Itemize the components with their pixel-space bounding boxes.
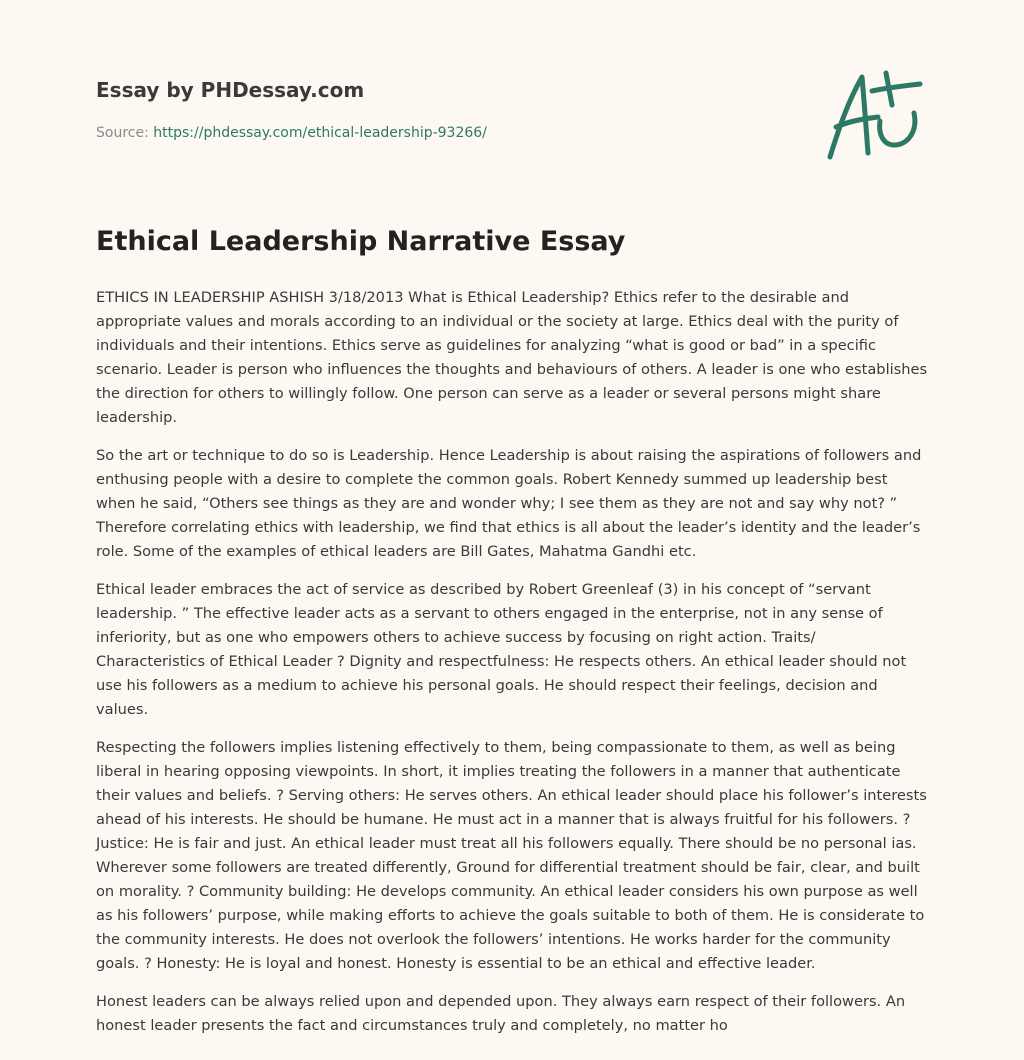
essay-paragraph: Respecting the followers implies listening effectively to them, being compassionate to them, as well as being liberal in hearing opposing viewpoints. In short, it implies treating the followers in a manner that authenticate their values and beliefs. ? Serving others: He serves others. An ethical leader should place his follower’s interests ahead of his interests. He should be humane. He must act in a manner that is always fruitful for his followers. ? Justice: He is fair and just. An ethical leader must treat all his followers equally. There should be no personal ias. Wherever some followers are treated differently, Ground for differential treatment should be fair, clear, and built on morality. ? Community building: He develops community. An ethical leader considers his own purpose as well as his followers’ purpose, while making efforts to achieve the goals suitable to both of them. He is considerate to the community interests. He does not overlook the followers’ intentions. He works harder for the community goals. ? Honesty: He is loyal and honest. Honesty is essential to be an ethical and effective leader. <box>96 739 927 972</box>
source-link[interactable]: https://phdessay.com/ethical-leadership-93266/ <box>153 125 487 141</box>
page-header <box>96 76 936 176</box>
essay-body <box>96 286 928 1052</box>
a-plus-logo-icon <box>822 69 928 161</box>
essay-title: Ethical Leadership Narrative Essay <box>96 226 626 257</box>
source-label: Source: <box>96 125 149 141</box>
essay-paragraph: ETHICS IN LEADERSHIP ASHISH 3/18/2013 What is Ethical Leadership? Ethics refer to the desirable and appropriate values and morals according to an individual or the society at large. Ethics deal with the purity of individuals and their intentions. Ethics serve as guidelines for analyzing “what is good or bad” in a specific scenario. Leader is person who influences the thoughts and behaviours of others. A leader is one who establishes the direction for others to willingly follow. One person can serve as a leader or several persons might share leadership. <box>96 289 928 426</box>
brand-title: Essay by PHDessay.com <box>96 78 365 102</box>
essay-paragraph: Honest leaders can be always relied upon and depended upon. They always earn respect of their followers. An honest leader presents the fact and circumstances truly and completely, no matter ho <box>96 993 906 1034</box>
essay-paragraph: Ethical leader embraces the act of service as described by Robert Greenleaf (3) in his concept of “servant leadership. ” The effective leader acts as a servant to others engaged in the enterprise, not in any sense of inferiority, but as one who empowers others to achieve success by focusing on right action. Traits/ Characteristics of Ethical Leader ? Dignity and respectfulness: He respects others. An ethical leader should not use his followers as a medium to achieve his personal goals. He should respect their feelings, decision and values. <box>96 581 907 718</box>
essay-paragraph: So the art or technique to do so is Leadership. Hence Leadership is about raising the aspirations of followers and enthusing people with a desire to complete the common goals. Robert Kennedy summed up leadership best when he said, “Others see things as they are and wonder why; I see them as they are not and say why not? ” Therefore correlating ethics with leadership, we find that ethics is all about the leader’s identity and the leader’s role. Some of the examples of ethical leaders are Bill Gates, Mahatma Gandhi etc. <box>96 447 922 560</box>
source-line <box>96 125 487 141</box>
